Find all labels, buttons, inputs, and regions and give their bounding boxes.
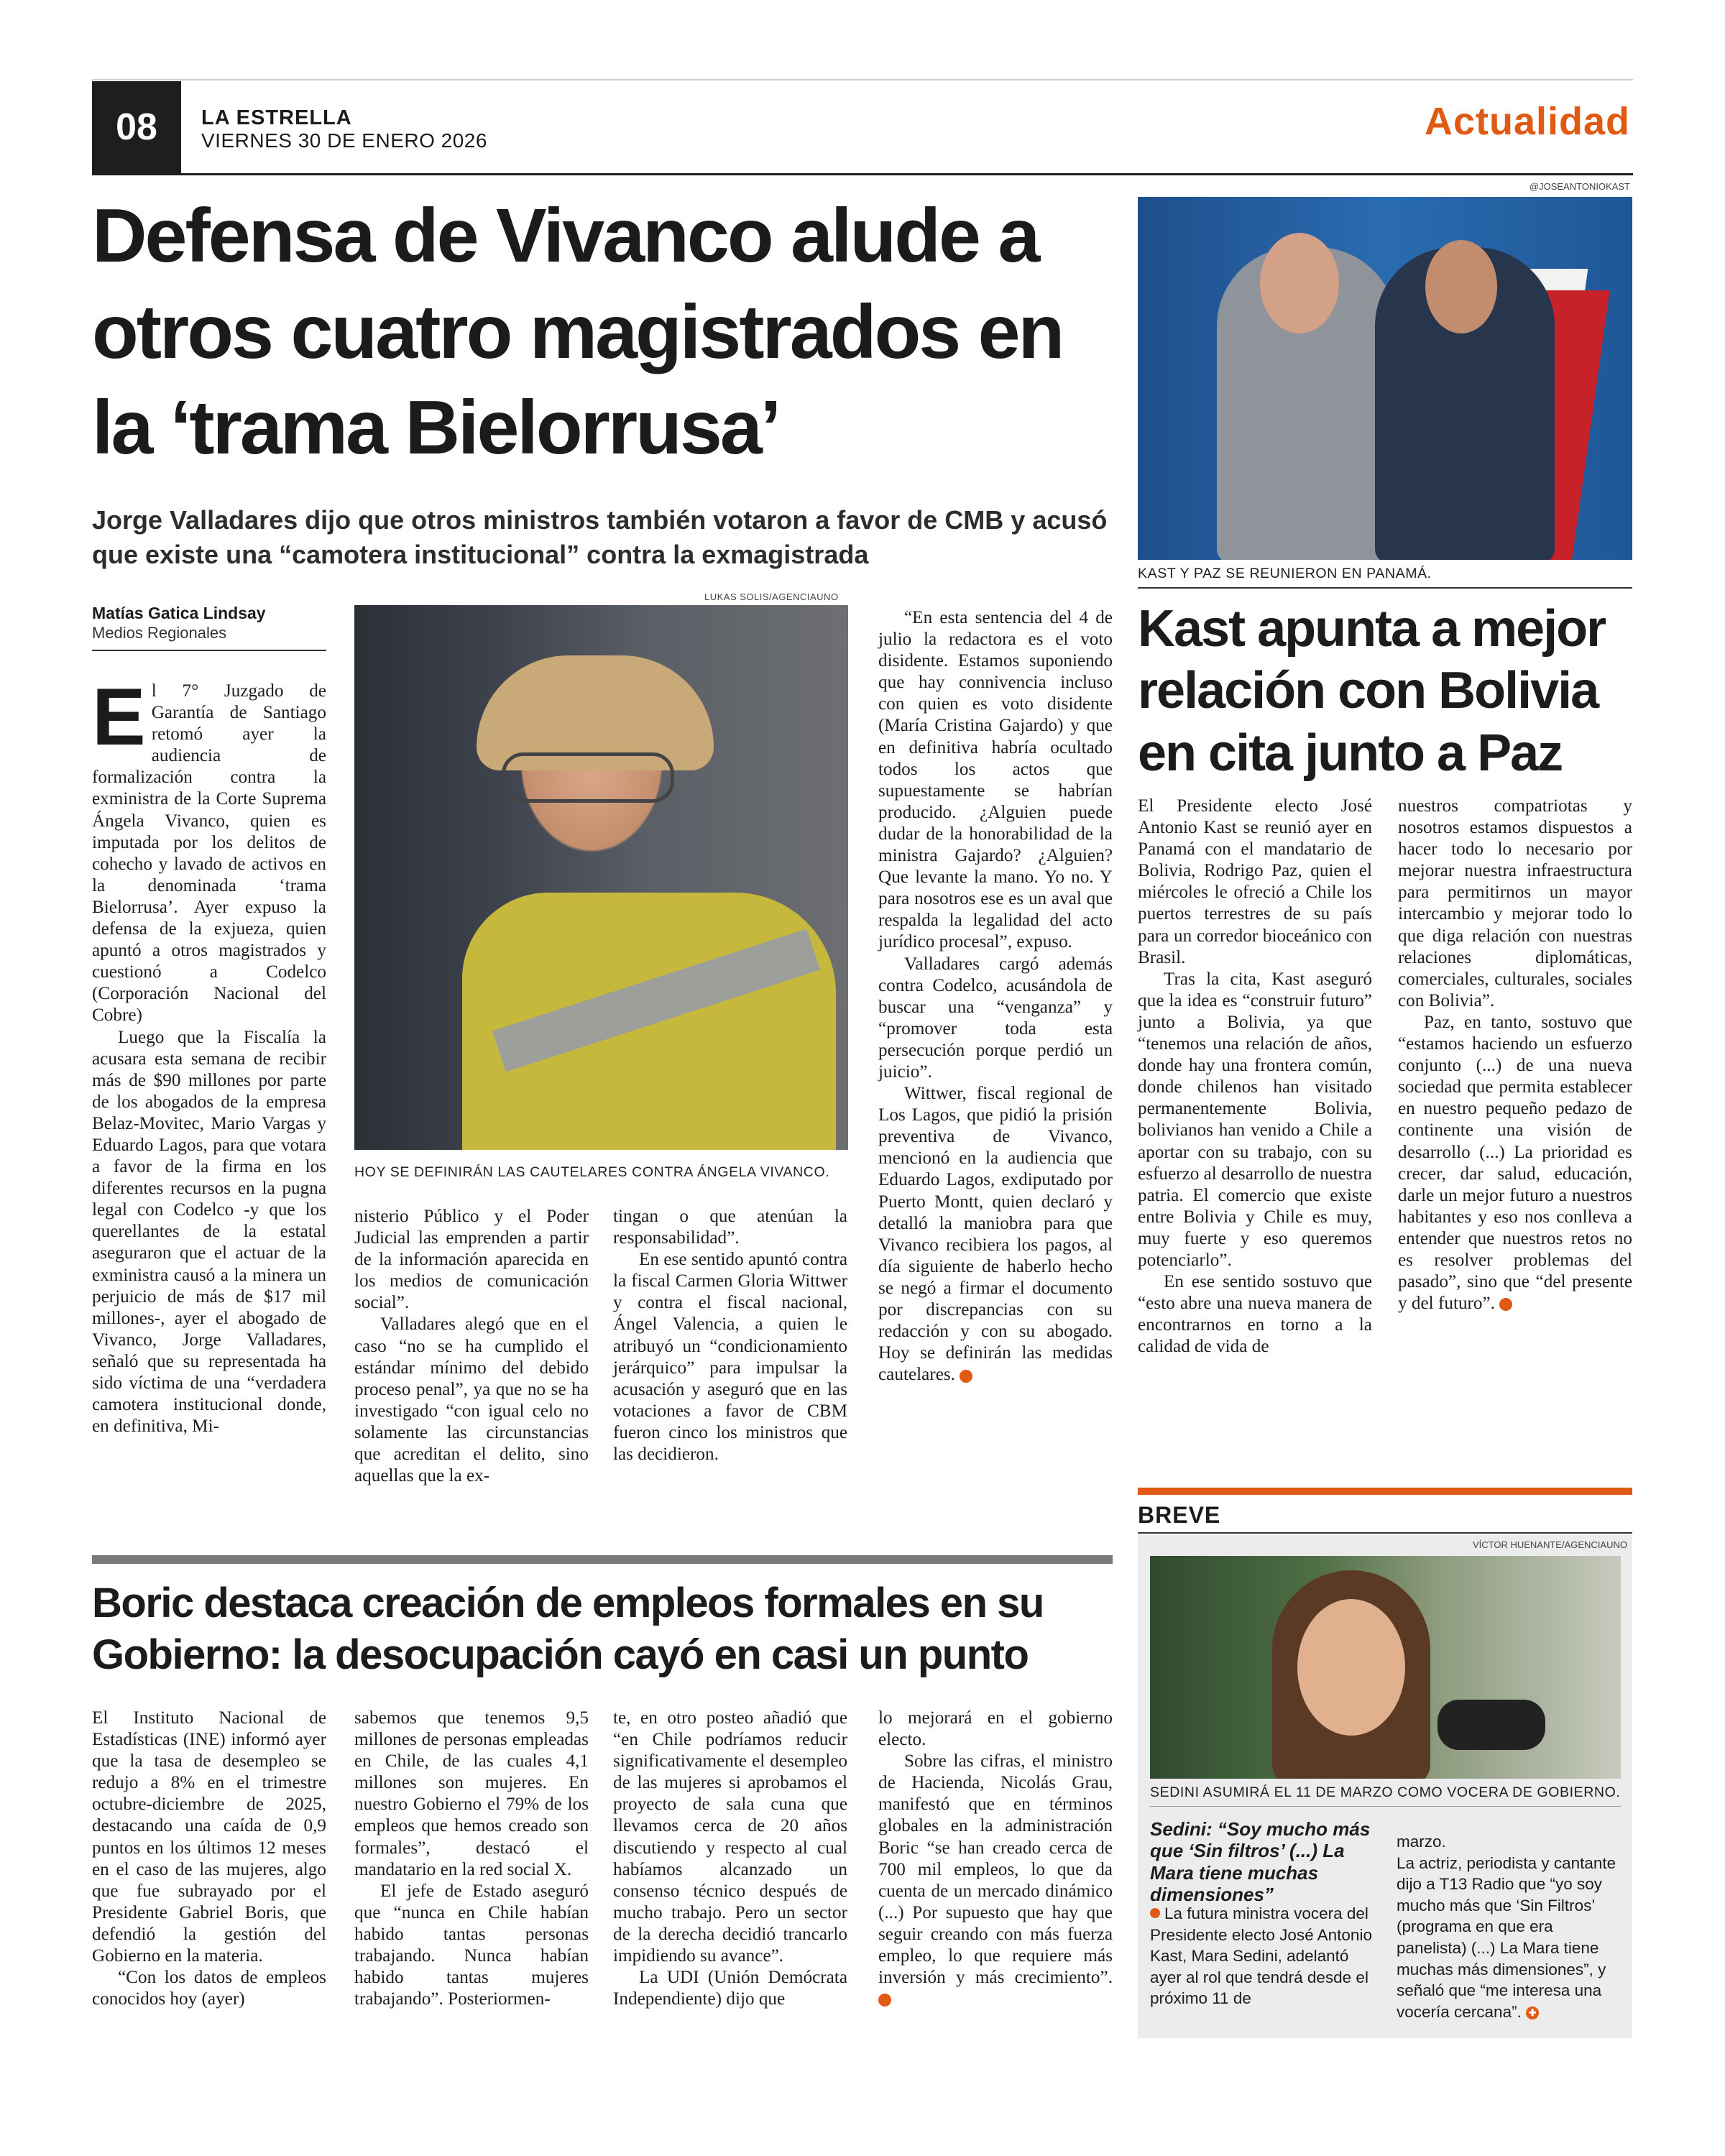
- paragraph: “En esta sentencia del 4 de julio la redactora es el voto disidente. Estamos suponiendo que hay connivencia incluso con quien es voto disidente (María Cristina Gajardo) y que en definitiva habría ocultado todos los actos que supuestamente se habrían producido. ¿Alguien puede dudar de la honorabilidad de la ministra Gajardo? ¿Alguien? Que levante la mano. Yo no. Y para nosotros ese es un aval que respalda la legalidad del acto jurídico procesal”, expuso.: [878, 608, 1113, 952]
- bottom-column-4: [878, 1708, 1113, 2010]
- paragraph: Wittwer, fiscal regional de Los Lagos, que pidió la prisión preventiva de Vivanco, mencionó en la audiencia que Eduardo Lagos, exdiputado por Puerto Montt, quien declaró y detalló la maniobra para que Vivanco recibiera los pagos, al día siguiente de haberlo hecho se negó a firmar el documento por discrepancias con su redacción y con su abogado. Hoy se definirán las medidas cautelares.: [878, 1084, 1113, 1385]
- paragraph: Paz, en tanto, sostuvo que “estamos haciendo un esfuerzo conjunto (...) de una nueva sociedad que permita establecer en nuestro pequeño pedazo de continente una visión de desarrollo (...) La prioridad es crecer, dar salud, educación, darle un mejor futuro a nuestros habitantes y eso nos conlleva a entender que nuestros retos no es resolver problemas del pasado”, sino que “del presente y del futuro”.: [1398, 1012, 1632, 1314]
- author-name: Matías Gatica Lindsay: [92, 604, 266, 622]
- paragraph: El jefe de Estado aseguró que “nunca en Chile habían habido tantas personas trabajando. Nunca habían habido tantas mujeres trabajando”. Posteriormen-: [354, 1881, 589, 2009]
- paragraph: En ese sentido apuntó contra la fiscal Carmen Gloria Wittwer y contra el fiscal nacional, Ángel Valencia, a quien le atribuyó un “condicionamiento jerárquico” para impulsar la acusación y aseguró que en las votaciones a favor de CBM fueron cinco los ministros que las decidieron.: [613, 1250, 847, 1465]
- paragraph: “Con los datos de empleos conocidos hoy (ayer): [92, 1968, 326, 2009]
- bottom-column-3: [613, 1708, 847, 2010]
- article-column-1: [92, 672, 326, 1437]
- paragraph: Valladares cargó además contra Codelco, acusándola de buscar una “venganza” y “promover toda esta persecución porque perdió un juicio”.: [878, 954, 1113, 1082]
- paragraph: marzo.: [1397, 1833, 1446, 1851]
- paragraph: La futura ministra vocera del Presidente electo José Antonio Kast, Mara Sedini, adelantó ayer al rol que tendrá desde el próximo 11 de: [1150, 1904, 1372, 2008]
- newspaper-name: LA ESTRELLA: [201, 106, 352, 129]
- side-photo-credit: @JOSEANTONIOKAST: [1529, 181, 1630, 192]
- bottom-headline: Boric destaca creación de empleos formales en su Gobierno: la desocupación cayó en casi un punto: [92, 1580, 1044, 1678]
- paragraph: Valladares alegó que en el caso “no se ha cumplido el estándar mínimo del debido proceso penal”, ya que no se ha investigado “con igual celo no solamente las circunstancias que acreditan el delito, sino aquellas que la ex-: [354, 1314, 589, 1486]
- top-rule: [92, 79, 1633, 80]
- paragraph: Luego que la Fiscalía la acusara esta semana de recibir más de $90 millones por parte de los abogados de la empresa Belaz-Movitec, Mario Vargas y Eduardo Lagos, para que votara a favor de la firma en los diferentes recursos en la pugna legal con Codelco -y que los querellantes de la estatal aseguraron que el actuar de la exministra causó a la minera un perjuicio de más de $17 mil millones-, ayer el abogado de Vivanco, Jorge Valladares, señaló que su representada ha sido víctima de una “verdadera camotera institucional donde, en definitiva, Mi-: [92, 1027, 326, 1437]
- paragraph: La UDI (Unión Demócrata Independiente) dijo que: [613, 1968, 847, 2009]
- paragraph: sabemos que tenemos 9,5 millones de personas empleadas en Chile, de las cuales 4,1 millones son mujeres. En nuestro Gobierno el 79% de los empleos que hemos creado son formales”, destacó el mandatario en la red social X.: [354, 1708, 589, 1879]
- breve-column-1: [1150, 1903, 1384, 2009]
- side-headline: Kast apunta a mejor relación con Bolivia en cita junto a Paz: [1138, 600, 1606, 782]
- main-headline: Defensa de Vivanco alude a otros cuatro magistrados en la ‘trama Bielorrusa’: [92, 193, 1063, 471]
- paragraph: nuestros compatriotas y nosotros estamos dispuestos a hacer todo lo necesario por mejorar nuestra infraestructura para permitirnos un mayor intercambio y mejorar todo lo que diga relación con nuestras relaciones diplomáticas, comerciales, culturales, sociales con Bolivia”.: [1398, 796, 1632, 1010]
- section-title: Actualidad: [1424, 100, 1630, 143]
- article-column-3: [613, 1206, 847, 1465]
- bottom-article-rule: [92, 1555, 1113, 1564]
- bottom-column-2: [354, 1708, 589, 2010]
- breve-rule: [1138, 1532, 1632, 1534]
- paragraph: El Instituto Nacional de Estadísticas (INE) informó ayer que la tasa de desempleo se redujo a 8% en el trimestre octubre-diciembre de 2025, destacando una caída de 0,9 puntos en los últimos 12 meses en el caso de las mujeres, algo que fue subrayado por el Presidente Gabriel Boris, que defendió la gestión del Gobierno en la materia.: [92, 1708, 326, 1966]
- breve-headline: Sedini: “Soy mucho más que ‘Sin filtros’ (...) La Mara tiene muchas dimensiones”: [1150, 1818, 1371, 1906]
- paragraph: El Presidente electo José Antonio Kast se reunió ayer en Panamá con el mandatario de Bolivia, Rodrigo Paz, quien el miércoles le ofreció a Chile los puertos terrestres de su país para un corredor bioceánico con Brasil.: [1138, 796, 1372, 967]
- breve-label: BREVE: [1138, 1502, 1221, 1528]
- issue-date: VIERNES 30 DE ENERO 2026: [201, 129, 487, 152]
- end-mark-icon: ✚: [1526, 2007, 1539, 2019]
- breve-column-2: [1397, 1831, 1621, 2022]
- breve-caption-rule: [1150, 1806, 1621, 1807]
- sedini-photo: [1150, 1556, 1621, 1779]
- paragraph: lo mejorará en el gobierno electo.: [878, 1708, 1113, 1750]
- side-rule: [1138, 587, 1632, 589]
- kast-paz-photo: [1138, 197, 1632, 560]
- paragraph: Sobre las cifras, el ministro de Hacienda, Nicolás Grau, manifestó que en términos globales en la administración Boric “se han creado cerca de 700 mil empleos, lo que da cuenta de un mercado dinámico (...) Por supuesto que hay que seguir creando con más fuerza empleo, lo que requiere más inversión y más crecimiento”.: [878, 1751, 1113, 1988]
- end-mark-icon: ✚: [960, 1370, 972, 1383]
- photo-caption: HOY SE DEFINIRÁN LAS CAUTELARES CONTRA ÁNGELA VIVANCO.: [354, 1164, 830, 1180]
- paragraph: tingan o que atenúan la responsabilidad”.: [613, 1207, 847, 1248]
- header-rule: [92, 173, 1633, 175]
- bottom-column-1: [92, 1708, 326, 2010]
- breve-accent-bar: [1138, 1488, 1632, 1495]
- article-column-4: [878, 607, 1113, 1386]
- bullet-icon: [1150, 1908, 1160, 1918]
- drop-cap: E: [92, 672, 146, 762]
- photo-credit: LUKAS SOLIS/AGENCIAUNO: [704, 591, 839, 602]
- paragraph: Tras la cita, Kast aseguró que la idea es “construir futuro” junto a Bolivia, ya que “tenemos una relación de años, donde hay una frontera común, donde chilenos han visitado permanentemente Bolivia, bolivianos han venido a Chile a aportar con su trabajo, con su esfuerzo al desarrollo de nuestra patria. El comercio que existe entre Bolivia y Chile es muy, muy fuerte y eso queremos potenciarlo”.: [1138, 969, 1372, 1270]
- end-mark-icon: ✚: [878, 1994, 891, 2007]
- author-organization: Medios Regionales: [92, 624, 227, 642]
- side-column-1: [1138, 796, 1372, 1358]
- paragraph: l 7° Juzgado de Garantía de Santiago retomó ayer la audiencia de formalización contra la exministra de la Corte Suprema Ángela Vivanco, quien es imputada por los delitos de cohecho y lavado de activos en la denominada ‘trama Bielorrusa’. Ayer expuso la defensa de la exjueza, quien apuntó a otros magistrados y cuestionó a Codelco (Corporación Nacional del Cobre): [92, 681, 326, 1026]
- vivanco-photo: [354, 605, 848, 1150]
- paragraph: En ese sentido sostuvo que “esto abre una nueva manera de encontrarnos en torno a la calidad de vida de: [1138, 1272, 1372, 1357]
- main-dek: Jorge Valladares dijo que otros ministros también votaron a favor de CMB y acusó que existe una “camotera institucional” contra la exmagistrada: [92, 505, 1108, 570]
- paragraph: nisterio Público y el Poder Judicial las emprenden a partir de la información aparecida en los medios de comunicación social”.: [354, 1207, 589, 1313]
- side-column-2: [1398, 796, 1632, 1314]
- paragraph: La actriz, periodista y cantante dijo a T13 Radio que “yo soy mucho más que ‘Sin Filtros’ (programa en que era panelista) (...) La Mara tiene muchas más dimensiones”, y señaló que “me interesa una vocería cercana”.: [1397, 1853, 1616, 2021]
- byline-rule: [92, 650, 326, 651]
- end-mark-icon: ✚: [1499, 1298, 1512, 1311]
- paragraph: te, en otro posteo añadió que “en Chile podríamos reducir significativamente el desempleo de las mujeres si aprobamos el proyecto de sala cuna que llevamos cerca de 20 años discutiendo y respecto al cual habíamos alcanzado un consenso técnico después de mucho trabajo. Pero un sector de la derecha decidió trancarlo impidiendo su avance”.: [613, 1708, 847, 1966]
- page-number: 08: [92, 81, 181, 173]
- breve-photo-caption: SEDINI ASUMIRÁ EL 11 DE MARZO COMO VOCERA DE GOBIERNO.: [1150, 1784, 1621, 1800]
- breve-photo-credit: VÍCTOR HUENANTE/AGENCIAUNO: [1472, 1539, 1627, 1550]
- side-photo-caption: KAST Y PAZ SE REUNIERON EN PANAMÁ.: [1138, 566, 1432, 581]
- article-column-2: [354, 1206, 589, 1487]
